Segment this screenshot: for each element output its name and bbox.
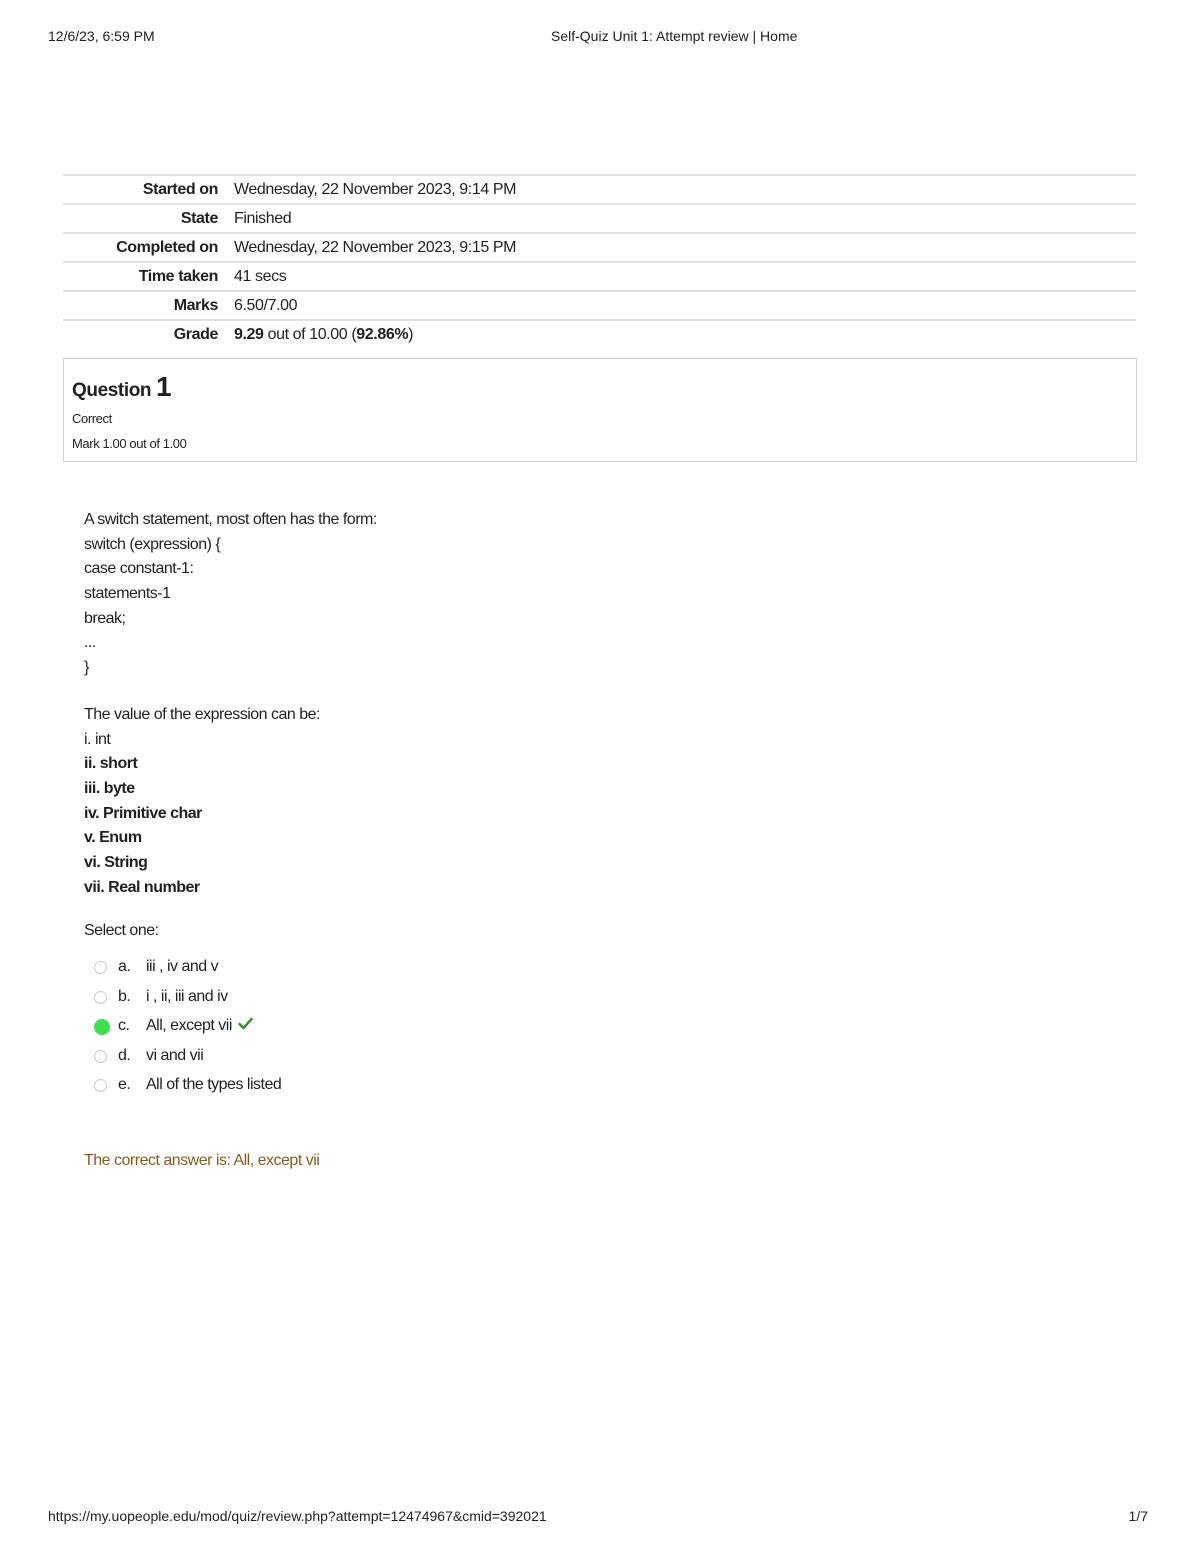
answer-letter: b.: [118, 987, 131, 1005]
radio-button[interactable]: [94, 1079, 107, 1092]
answer-text: i , ii, iii and iv: [146, 987, 228, 1005]
question-line: break;: [84, 609, 126, 627]
radio-button[interactable]: [94, 961, 107, 974]
type-item: ii. short: [84, 755, 138, 773]
attempt-summary-table: [63, 174, 1136, 348]
question-line: }: [84, 659, 89, 677]
summary-value: 41 secs: [234, 267, 287, 285]
answer-text: vi and vii: [146, 1046, 204, 1064]
answer-text-wrap: [146, 1017, 253, 1035]
answer-letter: c.: [118, 1017, 130, 1034]
answer-letter: a.: [118, 958, 131, 975]
summary-row-completed: [63, 233, 1136, 262]
summary-value: Wednesday, 22 November 2023, 9:15 PM: [234, 238, 517, 256]
grade-end: ): [408, 325, 414, 343]
question-line: case constant-1:: [84, 560, 194, 578]
question-line: A switch statement, most often has the form:: [84, 511, 377, 528]
question-text: [84, 508, 984, 900]
grade-score: 9.29: [234, 325, 264, 343]
question-line: ...: [84, 634, 96, 652]
summary-label: Marks: [173, 296, 218, 314]
summary-label: Time taken: [138, 267, 218, 285]
print-date: 12/6/23, 6:59 PM: [48, 28, 155, 44]
print-page-title: Self-Quiz Unit 1: Attempt review | Home: [551, 28, 798, 44]
print-page-number: 1/7: [1128, 1508, 1148, 1524]
question-label: Question: [72, 380, 152, 401]
type-item: i. int: [84, 730, 111, 748]
radio-button[interactable]: [94, 1050, 107, 1063]
question-state: Correct: [72, 411, 112, 426]
select-one-prompt: Select one:: [84, 922, 159, 939]
summary-row-state: [63, 204, 1136, 233]
summary-row-marks: [63, 291, 1136, 320]
print-url: https://my.uopeople.edu/mod/quiz/review.php?attempt=12474967&cmid=392021: [48, 1508, 547, 1524]
correct-answer-feedback: The correct answer is: All, except vii: [84, 1152, 320, 1169]
type-item: vi. String: [84, 853, 148, 871]
summary-row-started: [63, 175, 1136, 204]
summary-value: [234, 320, 1136, 348]
print-header: [0, 28, 1200, 48]
radio-button[interactable]: [94, 991, 107, 1004]
summary-value: Wednesday, 22 November 2023, 9:14 PM: [234, 180, 517, 198]
answer-text: All, except vii: [146, 1017, 232, 1035]
summary-value: Finished: [234, 209, 292, 227]
type-item: iii. byte: [84, 779, 135, 797]
question-line: switch (expression) {: [84, 535, 221, 553]
question-line: statements-1: [84, 585, 171, 603]
answer-letter: e.: [118, 1076, 131, 1093]
question-intro: The value of the expression can be:: [84, 705, 320, 723]
summary-label: Grade: [173, 325, 218, 343]
answer-text: iii , iv and v: [146, 958, 219, 975]
summary-label: Completed on: [116, 238, 218, 256]
check-mark-icon: [238, 1017, 253, 1035]
question-number: [72, 371, 1128, 403]
summary-label: State: [180, 209, 218, 227]
summary-label: Started on: [142, 180, 218, 198]
question-info-box: [63, 358, 1137, 462]
radio-button-selected[interactable]: [94, 1019, 110, 1035]
question-mark: Mark 1.00 out of 1.00: [72, 436, 187, 451]
grade-percent: 92.86%: [356, 325, 409, 343]
answer-text: All of the types listed: [146, 1076, 282, 1093]
type-item: v. Enum: [84, 829, 142, 847]
answer-letter: d.: [118, 1046, 131, 1064]
grade-middle: out of 10.00 (: [263, 325, 357, 343]
print-footer: [0, 1508, 1200, 1528]
summary-value: 6.50/7.00: [234, 296, 298, 314]
type-item: iv. Primitive char: [84, 804, 202, 822]
summary-row-grade: [63, 320, 1136, 348]
summary-row-time-taken: [63, 262, 1136, 291]
question-number-value: 1: [156, 371, 172, 402]
type-item: vii. Real number: [84, 878, 200, 896]
